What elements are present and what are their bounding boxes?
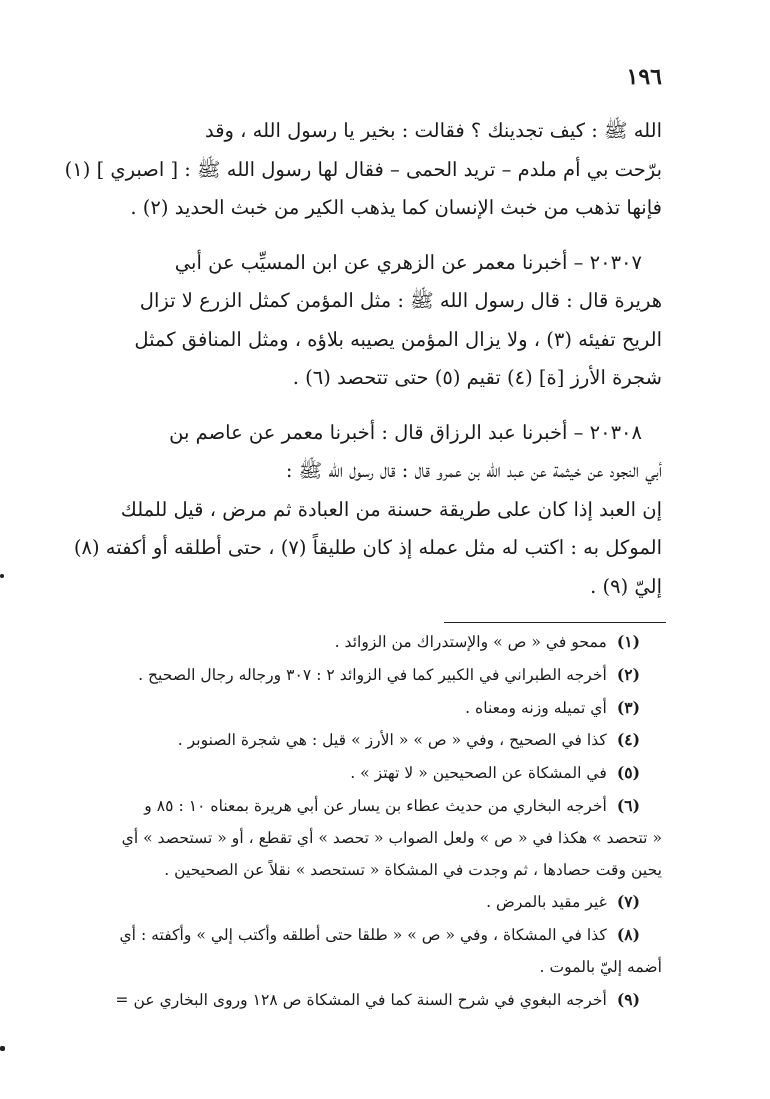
footnote: [102, 886, 662, 919]
footnote-number: (٣): [616, 697, 640, 717]
text-line: هريرة قال : قال رسول الله ﷺ : مثل المؤمن كمثل الزرع لا تزال: [139, 289, 662, 312]
text-line: أبي النجود عن خيثمة عن عبد الله بن عمرو قال : قال رسول الله ﷺ :: [285, 459, 662, 482]
footnote-number: (٨): [616, 925, 640, 945]
text-line: فإنها تذهب من خبث الإنسان كما يذهب الكير من خبث الحديد (٢) .: [130, 196, 662, 219]
text-line: ٢٠٣٠٨ – أخبرنا عبد الرزاق قال : أخبرنا معمر عن عاصم بن: [169, 420, 642, 444]
footnote-text: كذا في الصحيح ، وفي « ص » « الأرز » قيل : هي شجرة الصنوبر .: [177, 731, 607, 750]
footnote-number: (٢): [616, 664, 640, 684]
footnote: [102, 757, 662, 790]
footnote-number: (٦): [616, 795, 640, 815]
footnote: [102, 692, 662, 725]
footnote-number: (٤): [616, 730, 640, 750]
main-text: [64, 112, 662, 606]
text-line: شجرة الأرز [ة] (٤) تقيم (٥) حتى تتحصد (٦) .: [292, 366, 662, 389]
footnotes: [102, 626, 662, 1017]
footnote-number: (٧): [616, 892, 640, 912]
footnote-text: أخرجه البخاري من حديث عطاء بن يسار عن أبي هريرة بمعناه ١٠ : ٨٥ و: [144, 796, 607, 815]
footnote: [102, 724, 662, 757]
footnote-text: أضمه إليّ بالموت .: [539, 957, 662, 976]
footnote-number: (٩): [616, 989, 640, 1009]
footnote: [102, 790, 662, 823]
footnote: [102, 919, 662, 952]
footnote-text: ممحو في « ص » والإستدراك من الزوائد .: [334, 633, 607, 651]
footnote-divider: [444, 622, 666, 623]
footnote-continuation: [102, 823, 662, 855]
hadith-20307: [106, 244, 662, 398]
footnote-number: (١): [616, 632, 640, 651]
footnote-text: في المشكاة عن الصحيحين « لا تهتز » .: [350, 764, 607, 783]
footnote-text: يحين وقت حصادها ، ثم وجدت في المشكاة « تستحصد » نقلاً عن الصحيحين .: [164, 860, 662, 879]
scan-speck: [0, 574, 4, 578]
footnote-number: (٥): [616, 763, 640, 783]
footnote-text: « تتحصد » هكذا في « ص » ولعل الصواب « تحصد » أي تقطع ، أو « تستحصد » أي: [121, 828, 662, 847]
text-line: الله ﷺ : كيف تجدينك ؟ فقالت : بخير يا رسول الله ، وقد: [204, 119, 662, 142]
footnote-text: أخرجه البغوي في شرح السنة كما في المشكاة ص ١٢٨ وروى البخاري عن =: [115, 990, 607, 1009]
footnote-text: أي تميله وزنه ومعناه .: [465, 698, 607, 717]
hadith-20308: [73, 414, 662, 607]
footnote-text: أخرجه الطبراني في الكبير كما في الزوائد ٢ : ٣٠٧ ورجاله رجال الصحيح .: [138, 665, 607, 684]
text-line: ٢٠٣٠٧ – أخبرنا معمر عن الزهري عن ابن المسيِّب عن أبي: [174, 250, 642, 274]
text-line: برّحت بي أم ملدم – تريد الحمى – فقال لها رسول الله ﷺ : [ اصبري ] (١): [64, 157, 662, 181]
text-line: الريح تفيئه (٣) ، ولا يزال المؤمن يصيبه بلاؤه ، ومثل المنافق كمثل: [134, 327, 662, 351]
footnote-text: غير مقيد بالمرض .: [486, 893, 607, 912]
page-number: ١٩٦: [626, 64, 662, 90]
footnote: [102, 659, 662, 692]
text-line: إن العبد إذا كان على طريقة حسنة من العبادة ثم مرض ، قيل للملك: [120, 497, 662, 521]
footnote-text: كذا في المشكاة ، وفي « ص » « طلقا حتى أطلقه وأكتب إلي » وأكفته : أي: [119, 926, 607, 945]
footnote-continuation: [102, 952, 662, 984]
footnote: [102, 984, 662, 1017]
footnote: [102, 626, 662, 659]
paragraph-1: [64, 112, 662, 228]
text-line: إليّ (٩) .: [590, 574, 662, 598]
footnote-continuation: [102, 855, 662, 887]
scan-speck: [0, 1046, 5, 1051]
text-line: الموكل به : اكتب له مثل عمله إذ كان طليقاً (٧) ، حتى أطلقه أو أكفته (٨): [73, 536, 662, 559]
